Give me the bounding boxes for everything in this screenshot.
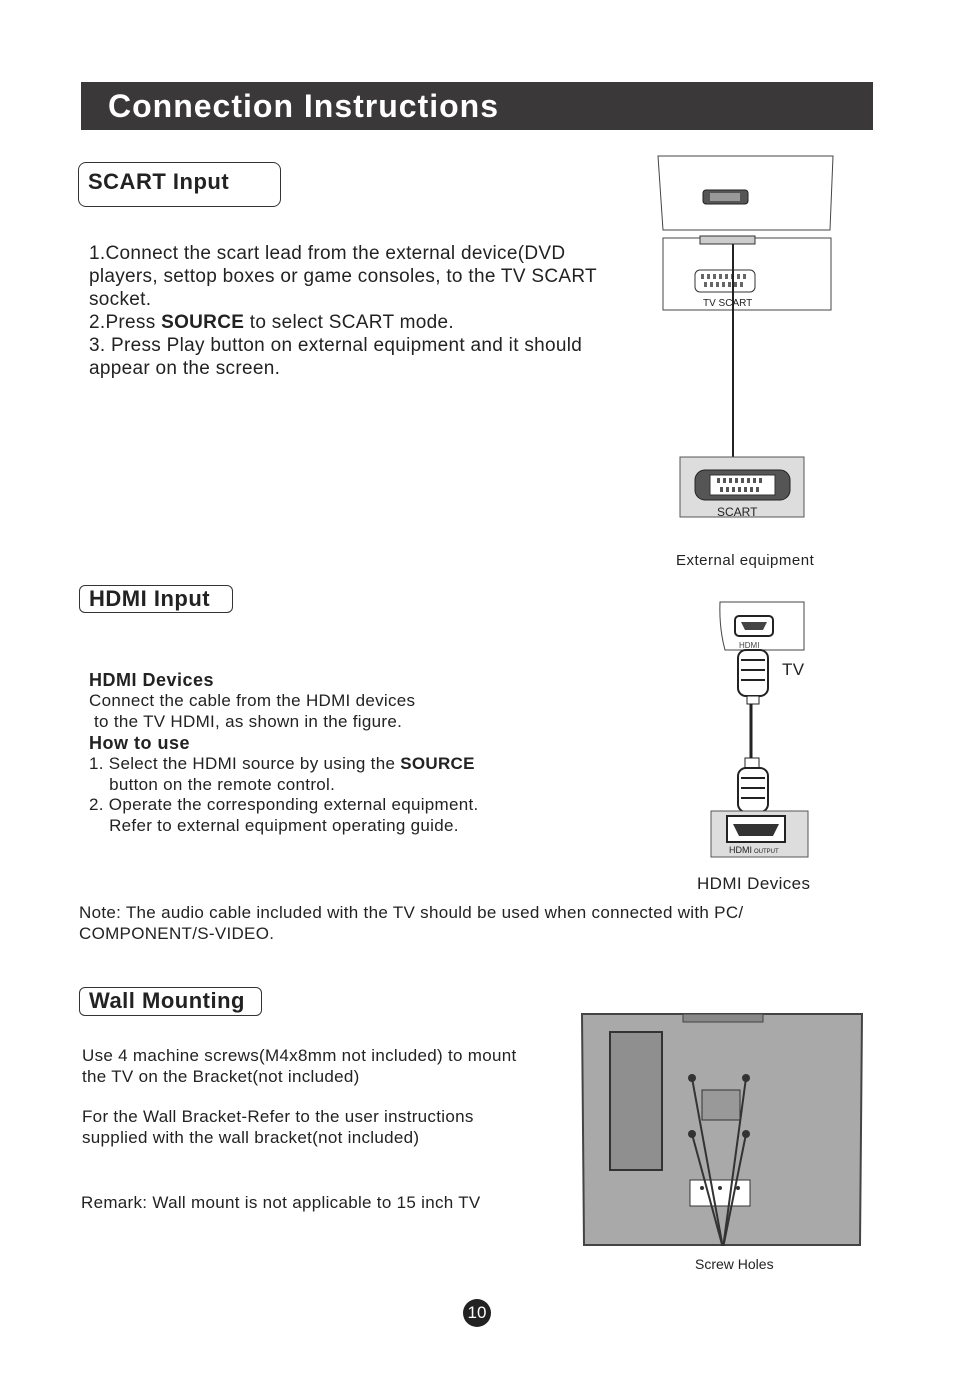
step-1-pre: 1. Select the HDMI source by using the xyxy=(89,754,401,773)
step-1-line-1 xyxy=(89,754,479,775)
scart-line-2: players, settop boxes or game consoles, to the TV SCART xyxy=(89,266,597,287)
hdmi-devices-heading: HDMI Devices xyxy=(89,670,215,690)
wall-mount-diagram xyxy=(578,1010,868,1280)
scart-section-title: SCART Input xyxy=(88,169,230,194)
step-1-line-2: button on the remote control. xyxy=(89,774,336,794)
scart-instructions xyxy=(89,242,597,380)
source-keyword: SOURCE xyxy=(161,312,245,333)
hdmi-devices-text xyxy=(89,691,415,732)
hdmi-devices-line-2: to the TV HDMI, as shown in the figure. xyxy=(89,711,403,731)
scart-line-6: appear on the screen. xyxy=(89,358,281,379)
external-equipment-caption: External equipment xyxy=(676,552,815,569)
hdmi-section-title: HDMI Input xyxy=(89,586,211,611)
note-text xyxy=(79,903,743,944)
scart-line-3: socket. xyxy=(89,289,152,310)
scart-line-1: 1.Connect the scart lead from the external device(DVD xyxy=(89,243,566,264)
step-2-line-2: Refer to external equipment operating guide. xyxy=(89,815,459,835)
how-to-use-heading: How to use xyxy=(89,733,191,753)
device-scart-label: SCART xyxy=(717,505,758,519)
hdmi-devices-line-1: Connect the cable from the HDMI devices xyxy=(89,691,416,710)
wall-para-1-line-1: Use 4 machine screws(M4x8mm not included) to mount xyxy=(82,1046,517,1065)
wall-remark: Remark: Wall mount is not applicable to 15 inch TV xyxy=(81,1193,481,1212)
scart-line-4-post: to select SCART mode. xyxy=(244,312,454,333)
device-hdmi-port-sub: OUTPUT xyxy=(754,849,779,855)
tv-scart-label: TV SCART xyxy=(703,298,753,309)
page-title: Connection Instructions xyxy=(108,88,499,124)
wall-para-2 xyxy=(82,1107,474,1148)
note-line-1: Note: The audio cable included with the TV should be used when connected with PC/ xyxy=(79,903,744,922)
hdmi-devices-caption: HDMI Devices xyxy=(697,874,811,893)
note-line-2: COMPONENT/S-VIDEO. xyxy=(79,923,275,943)
wall-para-2-line-2: supplied with the wall bracket(not included) xyxy=(82,1127,420,1147)
scart-line-4 xyxy=(89,311,597,334)
hdmi-diagram xyxy=(705,598,815,860)
tv-hdmi-port-label: HDMI xyxy=(739,641,760,650)
source-keyword-hdmi: SOURCE xyxy=(400,754,475,773)
wall-para-2-line-1: For the Wall Bracket-Refer to the user instructions xyxy=(82,1107,474,1126)
wall-section-title: Wall Mounting xyxy=(89,988,245,1013)
scart-diagram xyxy=(655,150,840,525)
tv-label: TV xyxy=(782,660,805,679)
step-2-line-1: 2. Operate the corresponding external equipment. xyxy=(89,795,479,814)
device-hdmi-port-text: HDMI xyxy=(729,845,752,855)
wall-para-1 xyxy=(82,1046,517,1087)
wall-para-1-line-2: the TV on the Bracket(not included) xyxy=(82,1066,360,1086)
how-to-use-steps xyxy=(89,754,479,836)
scart-line-4-pre: 2.Press xyxy=(89,312,162,333)
scart-line-5: 3. Press Play button on external equipment and it should xyxy=(89,335,583,356)
page-number: 10 xyxy=(463,1299,491,1327)
screw-holes-caption: Screw Holes xyxy=(695,1256,774,1272)
